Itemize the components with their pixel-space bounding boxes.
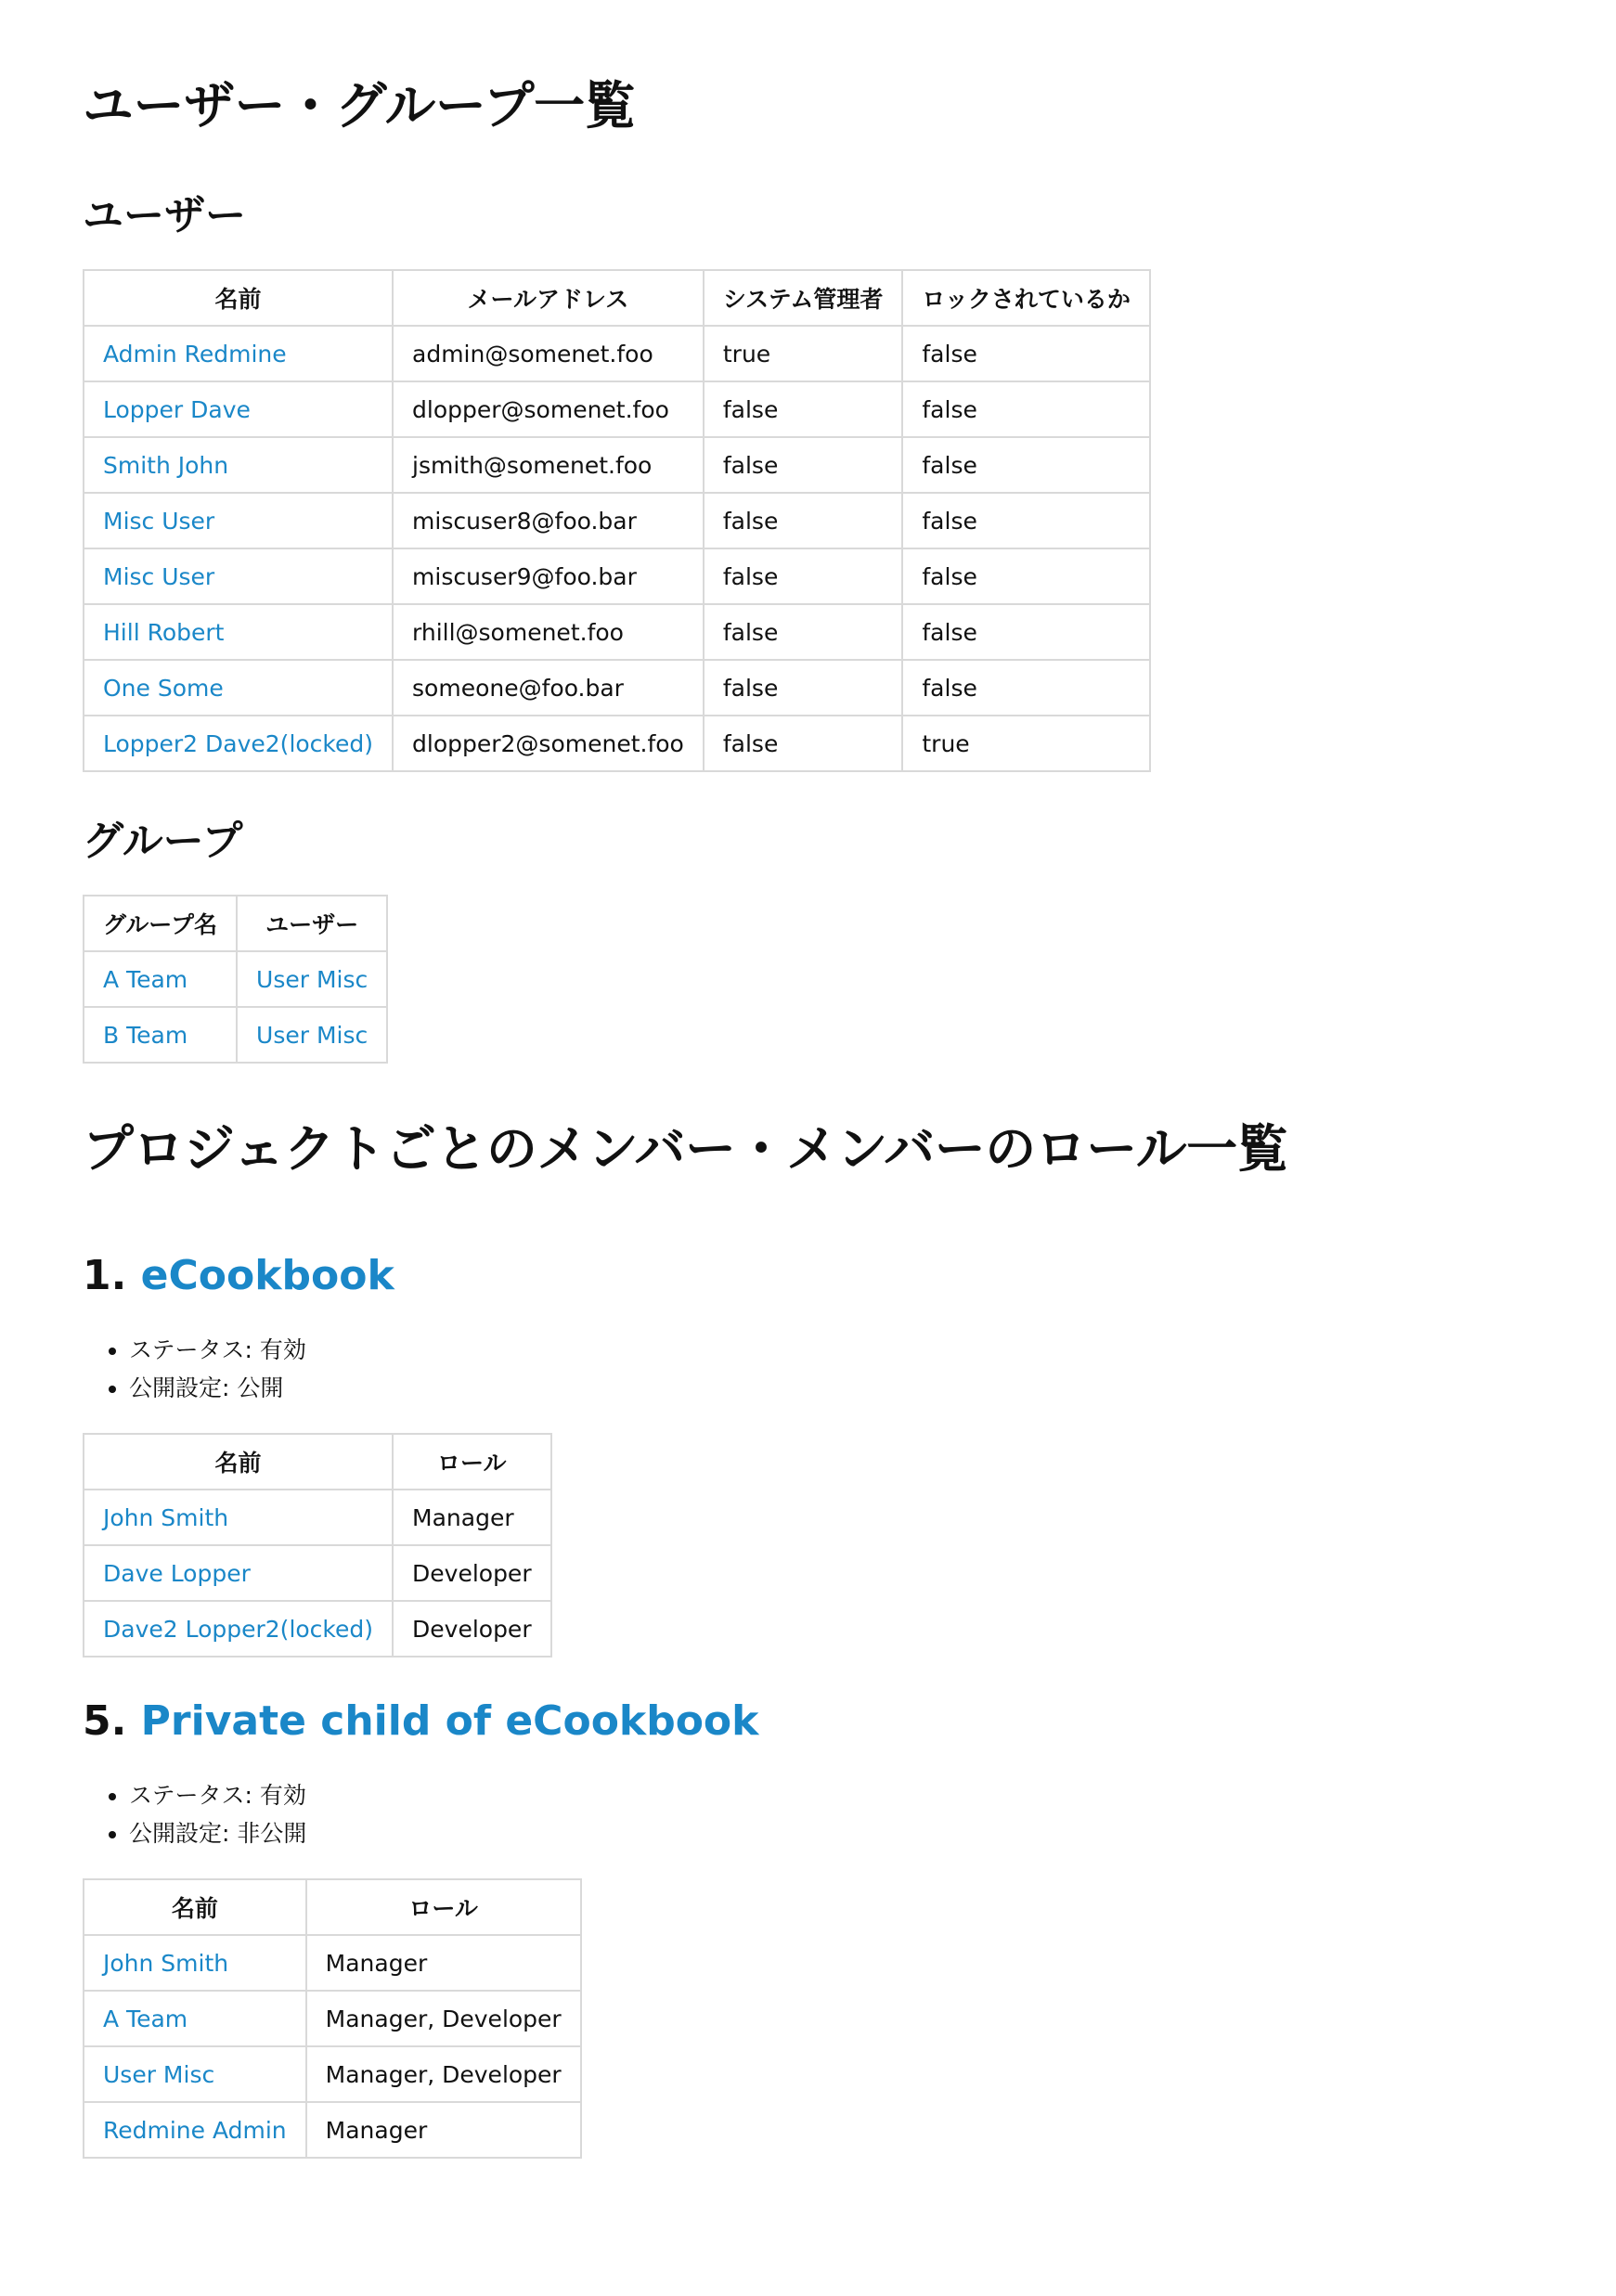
users-heading: ユーザー: [83, 192, 246, 239]
user-name-link[interactable]: Admin Redmine: [103, 340, 287, 368]
table-row: [84, 716, 1150, 771]
member-role: Manager: [306, 2102, 581, 2158]
column-header-group-name: グループ名: [84, 896, 237, 951]
user-email: someone@foo.bar: [393, 660, 704, 716]
member-role: Developer: [393, 1545, 551, 1601]
user-locked: false: [902, 493, 1150, 548]
user-admin: false: [704, 716, 903, 771]
members-table-header: [84, 1434, 551, 1490]
column-header-role: ロール: [306, 1879, 581, 1935]
project-members-table: [83, 1878, 582, 2159]
project-link[interactable]: eCookbook: [140, 1252, 394, 1299]
member-name-link[interactable]: User Misc: [103, 2060, 215, 2088]
group-name-link[interactable]: A Team: [103, 965, 188, 993]
group-user-link[interactable]: User Misc: [256, 965, 368, 993]
user-locked: true: [902, 716, 1150, 771]
table-row: [84, 437, 1150, 493]
member-name-link[interactable]: Dave2 Lopper2(locked): [103, 1615, 374, 1643]
table-row: [84, 493, 1150, 548]
user-locked: false: [902, 660, 1150, 716]
user-name-link[interactable]: Smith John: [103, 451, 229, 479]
user-name-link[interactable]: Misc User: [103, 507, 215, 535]
users-table: [83, 269, 1151, 772]
table-row: [84, 1007, 387, 1063]
member-name-link[interactable]: Dave Lopper: [103, 1559, 251, 1587]
user-locked: false: [902, 326, 1150, 381]
user-locked: false: [902, 437, 1150, 493]
user-email: jsmith@somenet.foo: [393, 437, 704, 493]
column-header-email: メールアドレス: [393, 270, 704, 326]
user-name-link[interactable]: Misc User: [103, 562, 215, 590]
column-header-member-name: 名前: [84, 1879, 306, 1935]
user-admin: false: [704, 493, 903, 548]
column-header-admin: システム管理者: [704, 270, 903, 326]
table-row: [84, 1545, 551, 1601]
project-link[interactable]: Private child of eCookbook: [140, 1697, 759, 1745]
members-table-header: [84, 1879, 581, 1935]
user-admin: true: [704, 326, 903, 381]
table-row: [84, 2102, 581, 2158]
page-title: ユーザー・グループ一覧: [83, 76, 636, 135]
user-name-link[interactable]: Hill Robert: [103, 618, 225, 646]
table-row: [84, 951, 387, 1007]
column-header-member-name: 名前: [84, 1434, 393, 1490]
table-row: [84, 2046, 581, 2102]
user-admin: false: [704, 437, 903, 493]
groups-heading: グループ: [83, 818, 243, 865]
table-row: [84, 604, 1150, 660]
table-row: [84, 381, 1150, 437]
member-name-link[interactable]: John Smith: [103, 1503, 229, 1531]
member-role: Manager, Developer: [306, 2046, 581, 2102]
member-role: Manager: [306, 1935, 581, 1991]
table-row: [84, 660, 1150, 716]
project-visibility: • 公開設定: 非公開: [129, 1814, 1401, 1852]
column-header-name: 名前: [84, 270, 393, 326]
member-name-link[interactable]: A Team: [103, 2005, 188, 2032]
column-header-role: ロール: [393, 1434, 551, 1490]
table-row: [84, 1991, 581, 2046]
projects-title: プロジェクトごとのメンバー・メンバーのロール一覧: [83, 1119, 1288, 1179]
member-role: Manager: [393, 1490, 551, 1545]
project-info-list: [83, 1776, 1401, 1852]
group-name-link[interactable]: B Team: [103, 1021, 188, 1049]
user-email: rhill@somenet.foo: [393, 604, 704, 660]
user-admin: false: [704, 381, 903, 437]
user-admin: false: [704, 548, 903, 604]
member-name-link[interactable]: Redmine Admin: [103, 2116, 287, 2144]
table-row: [84, 1935, 581, 1991]
user-admin: false: [704, 660, 903, 716]
column-header-locked: ロックされているか: [902, 270, 1150, 326]
project-number: 5.: [83, 1697, 127, 1745]
group-user-link[interactable]: User Misc: [256, 1021, 368, 1049]
user-email: miscuser9@foo.bar: [393, 548, 704, 604]
user-name-link[interactable]: One Some: [103, 674, 224, 702]
member-role: Manager, Developer: [306, 1991, 581, 2046]
user-email: admin@somenet.foo: [393, 326, 704, 381]
table-row: [84, 326, 1150, 381]
user-email: dlopper@somenet.foo: [393, 381, 704, 437]
user-name-link[interactable]: Lopper2 Dave2(locked): [103, 729, 374, 757]
user-locked: false: [902, 548, 1150, 604]
project-status: • ステータス: 有効: [129, 1776, 1401, 1814]
user-email: miscuser8@foo.bar: [393, 493, 704, 548]
user-locked: false: [902, 604, 1150, 660]
users-table-header: [84, 270, 1150, 326]
member-role: Developer: [393, 1601, 551, 1657]
groups-table-header: [84, 896, 387, 951]
table-row: [84, 1490, 551, 1545]
user-locked: false: [902, 381, 1150, 437]
project-info-list: [83, 1331, 1401, 1407]
user-admin: false: [704, 604, 903, 660]
project-heading: [83, 1251, 1401, 1301]
table-row: [84, 548, 1150, 604]
table-row: [84, 1601, 551, 1657]
user-name-link[interactable]: Lopper Dave: [103, 395, 251, 423]
project-number: 1.: [83, 1252, 127, 1299]
groups-table: [83, 895, 388, 1064]
project-visibility: • 公開設定: 公開: [129, 1369, 1401, 1407]
project-status: • ステータス: 有効: [129, 1331, 1401, 1369]
project-heading: [83, 1696, 1401, 1747]
user-email: dlopper2@somenet.foo: [393, 716, 704, 771]
column-header-group-user: ユーザー: [237, 896, 387, 951]
member-name-link[interactable]: John Smith: [103, 1949, 229, 1977]
project-members-table: [83, 1433, 552, 1658]
